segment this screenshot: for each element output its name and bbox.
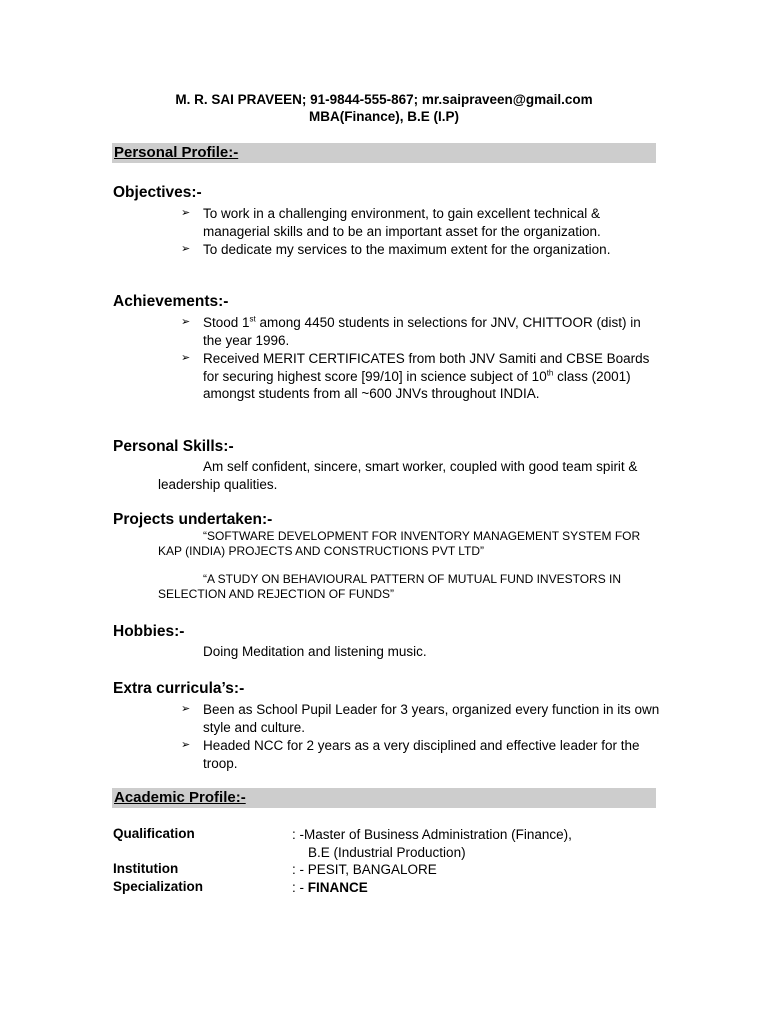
list-item-text — [203, 315, 641, 348]
qualification-value-line2: B.E (Industrial Production) — [308, 845, 466, 860]
extra-curricula-heading: Extra curricula’s:- — [113, 680, 245, 697]
arrow-bullet-icon: ➢ — [181, 243, 191, 255]
list-item-text: Been as School Pupil Leader for 3 years, organized every function in its own style and culture. — [203, 702, 660, 735]
project-text: “SOFTWARE DEVELOPMENT FOR INVENTORY MANAGEMENT SYSTEM FOR KAP (INDIA) PROJECTS AND CONSTRUCTIONS PVT LTD” — [158, 529, 641, 558]
qualification-label: Qualification — [113, 826, 195, 841]
personal-profile-bar — [112, 143, 656, 163]
project-text: “A STUDY ON BEHAVIOURAL PATTERN OF MUTUAL FUND INVESTORS IN SELECTION AND REJECTION OF FUNDS” — [158, 572, 622, 601]
ordinal-superscript: st — [249, 314, 256, 324]
skills-paragraph — [158, 458, 658, 493]
specialization-text: FINANCE — [307, 880, 368, 895]
arrow-bullet-icon: ➢ — [181, 316, 191, 328]
list-item — [181, 205, 661, 240]
list-item — [181, 701, 661, 736]
achievements-heading: Achievements:- — [113, 293, 229, 310]
text-fragment: among 4450 students in selections for JNV, CHITTOOR (dist) in the year 1996. — [203, 315, 641, 348]
contact-line: M. R. SAI PRAVEEN; 91-9844-555-867; mr.saipraveen@gmail.com — [175, 92, 593, 107]
list-item — [181, 737, 661, 772]
list-item-text: To dedicate my services to the maximum extent for the organization. — [203, 242, 611, 257]
list-item — [181, 241, 661, 259]
arrow-bullet-icon: ➢ — [181, 739, 191, 751]
specialization-label: Specialization — [113, 879, 204, 894]
academic-profile-bar — [112, 788, 656, 808]
text-fragment: class (2001) amongst students from all ~600 JNVs throughout INDIA. — [203, 368, 631, 401]
institution-label: Institution — [113, 861, 179, 876]
project-item — [158, 572, 658, 601]
extra-curricula-list — [181, 701, 661, 773]
hobbies-heading: Hobbies:- — [113, 623, 185, 640]
objectives-list — [181, 205, 661, 260]
text-fragment: Received MERIT CERTIFICATES from both JNV Samiti and CBSE Boards for securing highest score [99/10] in science subject of 10 — [203, 351, 650, 384]
specialization-value — [292, 879, 368, 897]
academic-profile-title: Academic Profile:- — [114, 789, 246, 806]
projects-heading: Projects undertaken:- — [113, 511, 273, 528]
degrees-line: MBA(Finance), B.E (I.P) — [308, 109, 459, 124]
ordinal-superscript: th — [546, 368, 554, 377]
hobbies-paragraph — [158, 643, 658, 661]
text-fragment: Stood 1 — [203, 315, 250, 330]
qualification-value: : -Master of Business Administration (Finance), — [292, 827, 572, 842]
arrow-bullet-icon: ➢ — [181, 352, 191, 364]
hobbies-text: Doing Meditation and listening music. — [203, 644, 427, 659]
list-item-text: To work in a challenging environment, to gain excellent technical & managerial skills and to be an important asset for the organization. — [203, 206, 601, 239]
institution-value: : - PESIT, BANGALORE — [292, 862, 437, 877]
specialization-prefix: : - — [292, 880, 308, 895]
list-item — [181, 314, 661, 349]
objectives-heading: Objectives:- — [113, 184, 202, 201]
skills-heading: Personal Skills:- — [113, 438, 234, 455]
achievements-list — [181, 314, 661, 404]
arrow-bullet-icon: ➢ — [181, 703, 191, 715]
arrow-bullet-icon: ➢ — [181, 207, 191, 219]
skills-text: Am self confident, sincere, smart worker, coupled with good team spirit & leadership qualities. — [158, 459, 638, 492]
personal-profile-title: Personal Profile:- — [114, 144, 239, 161]
list-item-text: Headed NCC for 2 years as a very disciplined and effective leader for the troop. — [203, 738, 640, 771]
list-item-text — [203, 351, 649, 401]
list-item — [181, 350, 661, 403]
project-item — [158, 529, 658, 558]
